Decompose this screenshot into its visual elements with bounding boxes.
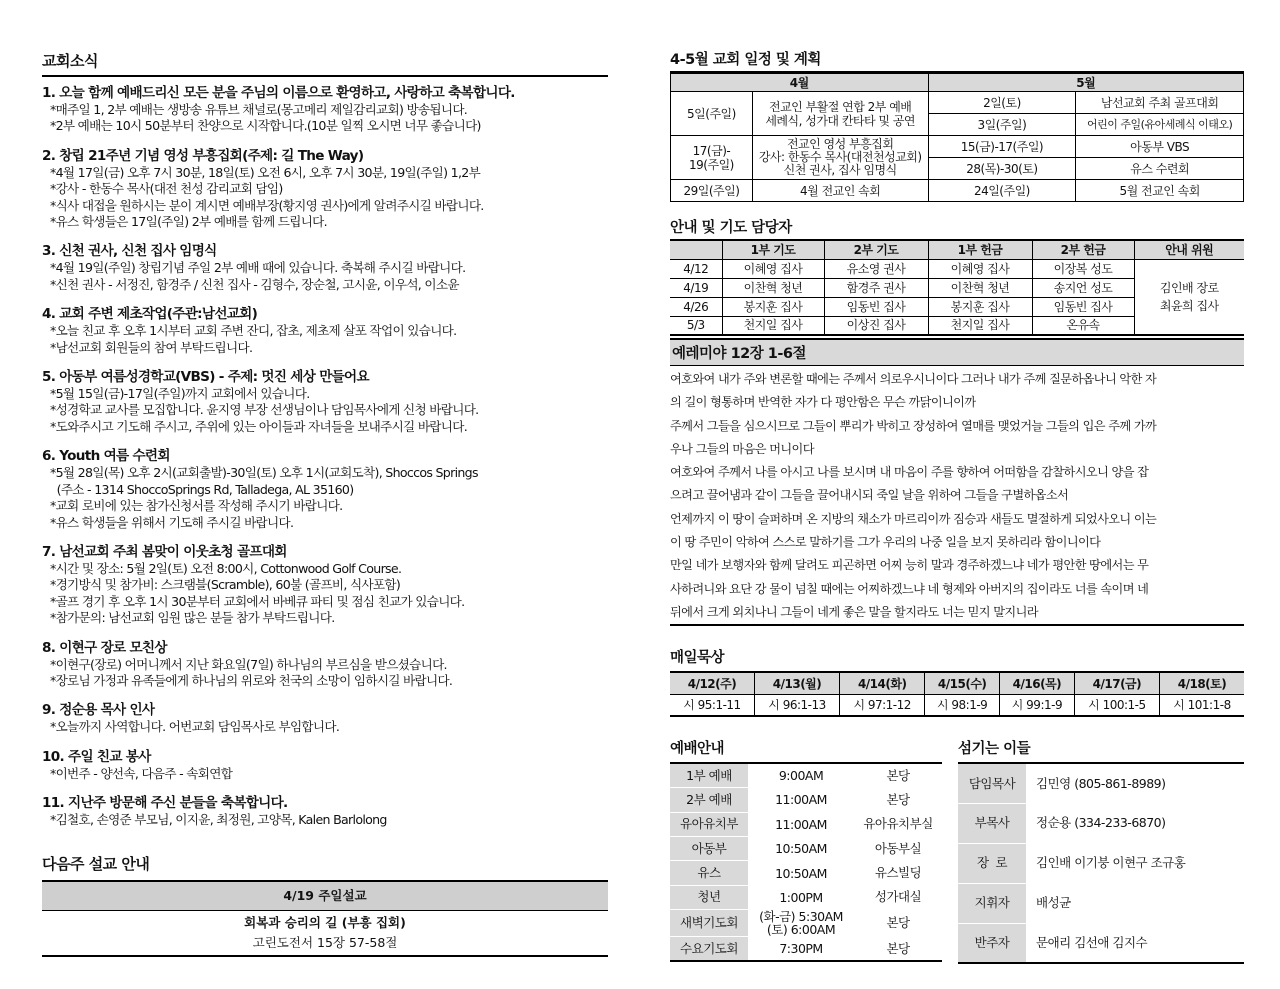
servant-names: 문애리 김선애 김지수 [1026, 923, 1244, 963]
left-column [42, 50, 608, 957]
meditation-header: 매일묵상 [670, 650, 725, 667]
news-item-title: 3. 신천 권사, 신천 집사 임명식 [42, 243, 217, 260]
worship-name: 새벽기도회 [670, 910, 748, 937]
scripture-line: 여호와여 주께서 나를 아시고 나를 보시며 내 마음이 주를 향하여 어떠함을 감찰하시오니 양을 잡 [670, 465, 1149, 480]
servant-row [958, 843, 1244, 883]
right-column [670, 48, 1244, 967]
news-item-title: 9. 정순용 목사 인사 [42, 702, 155, 719]
scripture-line: 여호와여 내가 주와 변론할 때에는 주께서 의로우시니이다 그러나 내가 주께 질문하옵나니 악한 자 [670, 372, 1157, 386]
may-date: 15(금)-17(주일) [928, 136, 1076, 158]
prayer-cell: 이혜영 집사 [722, 259, 824, 278]
worship-time: 11:00AM [748, 788, 854, 812]
worship-row [670, 763, 942, 787]
sermon-date: 4/19 주일설교 [42, 882, 608, 911]
prayer-cell: 함경주 권사 [824, 278, 928, 297]
prayer-header: 안내 및 기도 담당자 [670, 220, 792, 236]
prayer-col-header [670, 240, 722, 259]
news-item [42, 448, 608, 531]
news-item [42, 148, 608, 231]
news-item-line: *4월 17일(금) 오후 7시 30분, 18일(토) 오전 6시, 오후 7시 30분, 19일(주일) 1,2부 [50, 164, 481, 180]
prayer-col-header: 2부 헌금 [1032, 240, 1134, 259]
meditation-passage: 시 97:1-12 [840, 694, 925, 716]
worship-place: 본당 [854, 937, 942, 961]
news-item [42, 243, 608, 293]
worship-row [670, 861, 942, 885]
sermon-header: 다음주 설교 안내 [42, 854, 150, 873]
news-item-line: *신천 권사 - 서정진, 함경주 / 신천 집사 - 김형수, 장순철, 고시윤, 이우석, 이소윤 [50, 276, 459, 292]
scripture-line: 만일 네가 보행자와 함께 달려도 피곤하면 어찌 능히 말과 경주하겠느냐 네가 평안한 땅에서는 무 [670, 558, 1149, 573]
prayer-date: 5/3 [670, 316, 722, 335]
sermon-title: 회복과 승리의 길 (부흥 집회) [244, 914, 406, 930]
may-event: 유스 수련회 [1076, 158, 1244, 180]
servant-role: 지휘자 [958, 883, 1026, 923]
worship-name: 청년 [670, 885, 748, 909]
april-event: 전교인 영성 부흥집회 강사: 한동수 목사(대전천성교회) 신천 권사, 집사 임명식 [752, 136, 928, 180]
scripture-line: 의 길이 형통하며 반역한 자가 다 평안함은 무슨 까닭이니이까 [670, 395, 976, 410]
prayer-cell: 이찬혁 청년 [928, 278, 1032, 297]
april-header: 4월 [671, 74, 929, 92]
news-item [42, 795, 608, 828]
meditation-passage: 시 101:1-8 [1159, 694, 1244, 716]
worship-name: 2부 예배 [670, 788, 748, 812]
scripture-line: 언제까지 이 땅이 슬퍼하며 온 지방의 채소가 마르리이까 짐승과 새들도 멸절하게 되었사오니 이는 [670, 511, 1157, 526]
prayer-cell: 천지일 집사 [722, 316, 824, 335]
news-item-line: *유스 학생들을 위해서 기도해 주시길 바랍니다. [50, 514, 294, 530]
prayer-cell: 임동빈 집사 [824, 297, 928, 316]
worship-time: 10:50AM [748, 861, 854, 885]
may-date: 3일(주일) [928, 114, 1076, 136]
prayer-table [670, 239, 1244, 336]
news-item [42, 749, 608, 782]
servant-names: 김인배 이기붕 이현구 조규홍 [1026, 843, 1244, 883]
prayer-cell: 임동빈 집사 [1032, 297, 1134, 316]
scripture-line: 사하려니와 요단 강 물이 넘칠 때에는 어찌하겠느냐 네 형제와 아버지의 집이라도 너를 속이며 네 [670, 581, 1149, 596]
news-item-line: *도와주시고 기도해 주시고, 주위에 있는 아이들과 자녀들을 보내주시길 바랍니다. [50, 418, 467, 434]
servant-names: 배성균 [1026, 883, 1244, 923]
news-item-title: 1. 오늘 함께 예배드리신 모든 분을 주님의 이름으로 환영하고, 사랑하고 축복합니다. [42, 85, 515, 101]
may-event: 5월 전교인 속회 [1076, 180, 1244, 202]
may-header: 5월 [928, 74, 1244, 92]
news-item-line: *오늘 친교 후 오후 1시부터 교회 주변 잔디, 잡초, 제초제 살포 작업이 있습니다. [50, 323, 457, 339]
scripture-line: 우나 그들의 마음은 머니이다 [670, 441, 814, 456]
prayer-cell: 이상진 집사 [824, 316, 928, 335]
worship-row [670, 836, 942, 860]
news-item-line: *장로님 가정과 유족들에게 하나님의 위로와 천국의 소망이 임하시길 바랍니다. [50, 672, 453, 688]
worship-time: 9:00AM [748, 763, 854, 787]
news-item-line: *강사 - 한동수 목사(대전 천성 감리교회 담임) [50, 181, 283, 197]
servant-role: 장 로 [958, 843, 1026, 883]
servant-row [958, 923, 1244, 963]
meditation-day: 4/17(금) [1074, 672, 1159, 694]
worship-row [670, 885, 942, 909]
worship-row [670, 788, 942, 812]
may-event: 아동부 VBS [1076, 136, 1244, 158]
scripture-line: 이 땅 주민이 악하여 스스로 말하기를 그가 우리의 나중 일을 보지 못하리라 함이니이다 [670, 535, 1101, 550]
prayer-col-header: 1부 기도 [722, 240, 824, 259]
servant-role: 부목사 [958, 803, 1026, 843]
news-item-line: *김철호, 손영준 부모님, 이지윤, 최정원, 고양목, Kalen Barlolong [50, 812, 387, 828]
scripture-line: 으려고 끌어냄과 같이 그들을 끌어내시되 죽일 날을 위하여 그들을 구별하옵소서 [670, 488, 1069, 503]
prayer-cell: 유소영 권사 [824, 259, 928, 278]
meditation-day: 4/13(월) [754, 672, 839, 694]
prayer-date: 4/26 [670, 297, 722, 316]
meditation-day: 4/16(목) [1000, 672, 1075, 694]
servant-role: 반주자 [958, 923, 1026, 963]
worship-place: 유아유치부실 [854, 812, 942, 836]
worship-name: 수요기도회 [670, 937, 748, 961]
news-item-line: *성경학교 교사를 모집합니다. 윤지영 부장 선생님이나 담임목사에게 신청 바랍니다. [50, 402, 479, 418]
may-event: 남선교회 주최 골프대회 [1076, 92, 1244, 114]
news-item-title: 6. Youth 여름 수련회 [42, 448, 170, 465]
news-item [42, 369, 608, 435]
prayer-col-header: 1부 헌금 [928, 240, 1032, 259]
news-item [42, 702, 608, 735]
prayer-date: 4/19 [670, 278, 722, 297]
meditation-day: 4/12(주) [670, 672, 754, 694]
news-item [42, 306, 608, 356]
worship-time: (화-금) 5:30AM (토) 6:00AM [748, 910, 854, 937]
worship-place: 성가대실 [854, 885, 942, 909]
news-item [42, 544, 608, 627]
worship-name: 1부 예배 [670, 763, 748, 787]
worship-time: 1:00PM [748, 885, 854, 909]
news-item-title: 7. 남선교회 주최 봄맞이 이웃초청 골프대회 [42, 543, 287, 560]
servant-row [958, 763, 1244, 803]
news-list [42, 85, 608, 829]
schedule-header: 4-5월 교회 일정 및 계획 [670, 48, 1244, 73]
news-item-line: (주소 - 1314 ShoccoSprings Rd, Talladega, AL 35160) [50, 481, 354, 497]
news-item-title: 5. 아동부 여름성경학교(VBS) - 주제: 멋진 세상 만들어요 [42, 369, 369, 386]
news-item-title: 4. 교회 주변 제초작업(주관:남선교회) [42, 306, 258, 323]
scripture-body [670, 366, 1244, 626]
news-item-line: *유스 학생들은 17일(주일) 2부 예배를 함께 드립니다. [50, 214, 327, 230]
servants-section [958, 737, 1244, 964]
worship-header: 예배안내 [670, 741, 725, 758]
usher-name: 최윤희 집사 [1159, 298, 1219, 313]
worship-row [670, 812, 942, 836]
prayer-cell: 온유속 [1032, 316, 1134, 335]
worship-name: 유아유치부 [670, 812, 748, 836]
worship-place: 본당 [854, 788, 942, 812]
april-date: 29일(주일) [671, 180, 753, 202]
news-item-line: *매주일 1, 2부 예배는 생방송 유튜브 채널로(몽고메리 제일감리교회) 방송됩니다. [50, 102, 468, 117]
may-date: 28(목)-30(토) [928, 158, 1076, 180]
may-date: 2일(토) [928, 92, 1076, 114]
meditation-passage: 시 98:1-9 [925, 694, 1000, 716]
april-date: 17(금)- 19(주일) [671, 136, 753, 180]
meditation-passage: 시 100:1-5 [1074, 694, 1159, 716]
news-item-line: *이현구(장로) 어머니께서 지난 화요일(7일) 하나님의 부르심을 받으셨습니다. [50, 656, 447, 672]
sermon-scripture: 고린도전서 15장 57-58절 [252, 934, 398, 950]
worship-place: 본당 [854, 910, 942, 937]
news-item-line: *4월 19일(주일) 창립기념 주일 2부 예배 때에 있습니다. 축복해 주시길 바랍니다. [50, 260, 466, 276]
worship-name: 아동부 [670, 836, 748, 860]
prayer-cell: 천지일 집사 [928, 316, 1032, 335]
news-item-line: *골프 경기 후 오후 1시 30분부터 교회에서 바베큐 파티 및 점심 친교가 있습니다. [50, 593, 465, 609]
meditation-passage: 시 95:1-11 [670, 694, 754, 716]
news-item-line: *5월 15일(금)-17일(주일)까지 교회에서 있습니다. [50, 386, 310, 402]
worship-time: 7:30PM [748, 937, 854, 961]
worship-row [670, 910, 942, 937]
news-item-line: *2부 예배는 10시 50분부터 찬양으로 시작합니다.(10분 일찍 오시면 너무 좋습니다) [50, 118, 481, 134]
sermon-box [42, 880, 608, 957]
news-item-line: *이번주 - 양선속, 다음주 - 속회연합 [50, 765, 233, 781]
prayer-cell: 송지언 성도 [1032, 278, 1134, 297]
schedule-table [670, 73, 1244, 202]
servants-table [958, 762, 1244, 964]
meditation-day: 4/14(화) [840, 672, 925, 694]
worship-place: 아동부실 [854, 836, 942, 860]
news-item-line: *참가문의: 남선교회 임원 많은 분들 참가 부탁드립니다. [50, 610, 335, 626]
may-event: 어린이 주일(유아세례식 이태오) [1076, 114, 1244, 136]
news-item-line: *오늘까지 사역합니다. 어번교회 담임목사로 부임합니다. [50, 719, 340, 735]
ushers-cell [1134, 259, 1244, 335]
news-item-line: *경기방식 및 참가비: 스크램블(Scramble), 60불 (골프비, 식사포함) [50, 577, 401, 593]
april-date: 5일(주일) [671, 92, 753, 136]
news-item-line: *식사 대접을 원하시는 분이 계시면 예배부장(황지영 권사)에게 알려주시길 바랍니다. [50, 197, 484, 213]
news-header: 교회소식 [42, 50, 608, 77]
servant-row [958, 883, 1244, 923]
news-item-title: 2. 창립 21주년 기념 영성 부흥집회(주제: 길 The Way) [42, 147, 364, 164]
news-item-title: 11. 지난주 방문해 주신 분들을 축복합니다. [42, 795, 288, 812]
news-item-line: *교회 로비에 있는 참가신청서를 작성해 주시기 바랍니다. [50, 498, 343, 514]
prayer-cell: 봉지훈 집사 [928, 297, 1032, 316]
servant-names: 정순용 (334-233-6870) [1026, 803, 1244, 843]
news-item-title: 10. 주일 친교 봉사 [42, 748, 151, 765]
worship-row [670, 937, 942, 961]
prayer-col-header: 안내 위원 [1134, 240, 1244, 259]
meditation-passage: 시 96:1-13 [754, 694, 839, 716]
news-item [42, 640, 608, 690]
april-event: 4월 전교인 속회 [752, 180, 928, 202]
meditation-table [670, 671, 1244, 717]
news-item-title: 8. 이현구 장로 모친상 [42, 639, 167, 656]
meditation-day: 4/15(수) [925, 672, 1000, 694]
scripture-header: 예레미야 12장 1-6절 [670, 338, 1244, 366]
servant-role: 담임목사 [958, 763, 1026, 803]
worship-time: 11:00AM [748, 812, 854, 836]
servant-names: 김민영 (805-861-8989) [1026, 763, 1244, 803]
news-item-line: *5월 28일(목) 오후 2시(교회출발)-30일(토) 오후 1시(교회도착), Shoccos Springs [50, 465, 478, 481]
may-date: 24일(주일) [928, 180, 1076, 202]
worship-name: 유스 [670, 861, 748, 885]
news-item [42, 85, 608, 135]
prayer-cell: 이찬혁 청년 [722, 278, 824, 297]
april-event: 전교인 부활절 연합 2부 예배 세례식, 성가대 칸타타 및 공연 [752, 92, 928, 136]
scripture-line: 주께서 그들을 심으시므로 그들이 뿌리가 박히고 장성하여 열매를 맺었거늘 그들의 입은 주께 가까 [670, 418, 1157, 433]
bottom-section [670, 737, 1244, 967]
usher-name: 김인배 장로 [1159, 280, 1219, 295]
worship-place: 유스빌딩 [854, 861, 942, 885]
worship-table [670, 762, 942, 962]
news-item-line: *남선교회 회원들의 참여 부탁드립니다. [50, 339, 253, 355]
meditation-day: 4/18(토) [1159, 672, 1244, 694]
worship-time: 10:50AM [748, 836, 854, 860]
servant-row [958, 803, 1244, 843]
servants-header: 섬기는 이들 [958, 741, 1031, 758]
scripture-line: 뒤에서 크게 외치나니 그들이 네게 좋은 말을 할지라도 너는 믿지 말지니라 [670, 604, 1038, 619]
worship-place: 본당 [854, 763, 942, 787]
meditation-passage: 시 99:1-9 [1000, 694, 1075, 716]
prayer-cell: 이장복 성도 [1032, 259, 1134, 278]
prayer-cell: 이혜영 집사 [928, 259, 1032, 278]
worship-section [670, 737, 942, 962]
prayer-cell: 봉지훈 집사 [722, 297, 824, 316]
prayer-col-header: 2부 기도 [824, 240, 928, 259]
news-item-line: *시간 및 장소: 5월 2일(토) 오전 8:00시, Cottonwood Golf Course. [50, 560, 402, 576]
prayer-date: 4/12 [670, 259, 722, 278]
